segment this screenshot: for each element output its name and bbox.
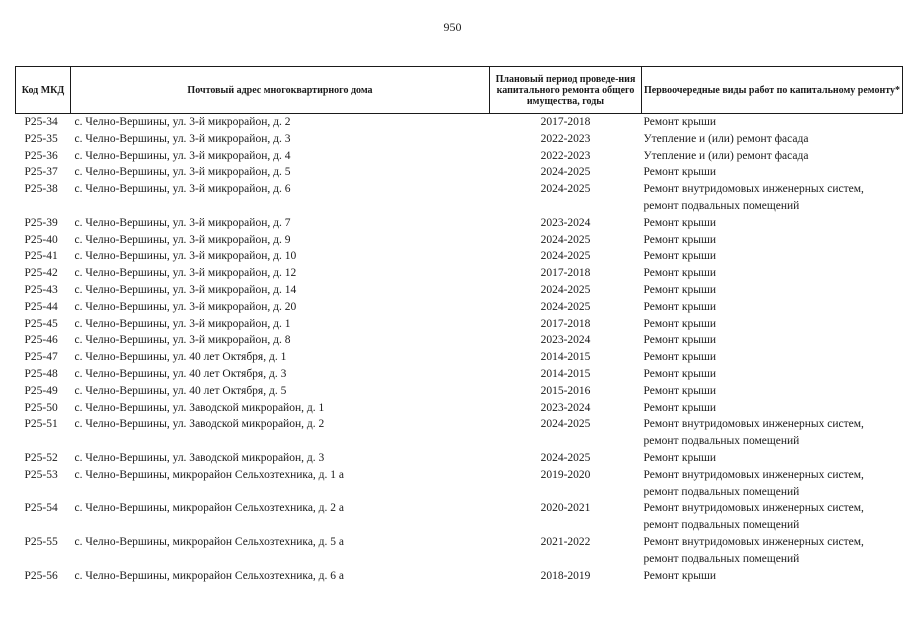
row-works: [642, 500, 903, 534]
row-code: Р25-37: [24, 166, 58, 179]
table-row: [16, 400, 903, 417]
work-line: ремонт подвальных помещений: [643, 519, 800, 532]
row-code: Р25-41: [24, 250, 58, 263]
row-code: Р25-42: [24, 267, 58, 280]
work-line: Ремонт внутридомовых инженерных систем,: [643, 502, 864, 515]
row-code: Р25-54: [24, 502, 58, 515]
work-line: Ремонт крыши: [643, 569, 717, 582]
table-row: [16, 282, 903, 299]
row-period: 2014-2015: [540, 367, 591, 380]
row-address: с. Челно-Вершины, микрорайон Сельхозтехника, д. 6 а: [74, 569, 345, 582]
row-period: 2024-2025: [540, 418, 591, 431]
row-code: Р25-56: [24, 569, 58, 582]
work-line: Ремонт крыши: [643, 451, 717, 464]
row-code: Р25-43: [24, 283, 58, 296]
row-period: 2015-2016: [540, 384, 591, 397]
row-period: 2022-2023: [540, 132, 591, 145]
row-code: Р25-50: [24, 401, 58, 414]
table-row: [16, 416, 903, 450]
row-period: 2024-2025: [540, 233, 591, 246]
work-line: Ремонт крыши: [643, 384, 717, 397]
capital-repair-table: [15, 66, 903, 584]
row-works: [642, 215, 903, 232]
row-address: с. Челно-Вершины, ул. 3-й микрорайон, д. 14: [74, 283, 297, 296]
row-address: с. Челно-Вершины, ул. 3-й микрорайон, д. 3: [74, 132, 291, 145]
row-address: с. Челно-Вершины, ул. 3-й микрорайон, д. 2: [74, 116, 291, 128]
row-address: с. Челно-Вершины, ул. 3-й микрорайон, д. 10: [74, 250, 297, 263]
table-row: [16, 500, 903, 534]
work-line: Ремонт крыши: [643, 233, 717, 246]
row-works: [642, 248, 903, 265]
work-line: Ремонт внутридомовых инженерных систем,: [643, 183, 864, 196]
row-code: Р25-55: [24, 535, 58, 548]
row-period: 2018-2019: [540, 569, 591, 582]
work-line: ремонт подвальных помещений: [643, 485, 800, 498]
row-code: Р25-48: [24, 367, 58, 380]
row-works: [642, 299, 903, 316]
table-row: [16, 148, 903, 165]
row-address: с. Челно-Вершины, ул. 3-й микрорайон, д. 9: [74, 233, 291, 246]
table-row: [16, 383, 903, 400]
row-works: [642, 416, 903, 450]
row-works: [642, 316, 903, 333]
row-works: [642, 332, 903, 349]
row-period: 2024-2025: [540, 250, 591, 263]
work-line: Ремонт внутридомовых инженерных систем,: [643, 535, 864, 548]
row-code: Р25-35: [24, 132, 58, 145]
table-row: [16, 450, 903, 467]
table-row: [16, 114, 903, 131]
work-line: Ремонт крыши: [643, 317, 717, 330]
row-address: с. Челно-Вершины, ул. 3-й микрорайон, д. 5: [74, 166, 291, 179]
row-works: [642, 467, 903, 501]
row-period: 2017-2018: [540, 317, 591, 330]
row-works: [642, 181, 903, 215]
table-row: [16, 467, 903, 501]
table-row: [16, 299, 903, 316]
row-period: 2024-2025: [540, 283, 591, 296]
row-works: [642, 534, 903, 568]
row-period: 2020-2021: [540, 502, 591, 515]
table-row: [16, 534, 903, 568]
row-works: [642, 568, 903, 585]
table-header: [16, 67, 903, 114]
table-row: [16, 349, 903, 366]
row-period: 2023-2024: [540, 401, 591, 414]
row-works: [642, 383, 903, 400]
row-code: Р25-44: [24, 300, 58, 313]
row-works: [642, 366, 903, 383]
work-line: Ремонт крыши: [643, 267, 717, 280]
table-row: [16, 232, 903, 249]
row-address: с. Челно-Вершины, ул. 3-й микрорайон, д. 4: [74, 149, 291, 162]
row-code: Р25-34: [24, 116, 58, 128]
header-row: [16, 67, 903, 114]
row-address: с. Челно-Вершины, микрорайон Сельхозтехника, д. 5 а: [74, 535, 345, 548]
table-row: [16, 181, 903, 215]
work-line: ремонт подвальных помещений: [643, 199, 800, 212]
table-row: [16, 332, 903, 349]
work-line: Ремонт крыши: [643, 166, 717, 179]
work-line: ремонт подвальных помещений: [643, 552, 800, 565]
row-address: с. Челно-Вершины, ул. Заводской микрорайон, д. 1: [74, 401, 325, 414]
row-period: 2024-2025: [540, 166, 591, 179]
row-address: с. Челно-Вершины, ул. 3-й микрорайон, д. 6: [74, 183, 291, 196]
row-address: с. Челно-Вершины, ул. 3-й микрорайон, д. 8: [74, 334, 291, 347]
row-period: 2019-2020: [540, 468, 591, 481]
work-line: Ремонт крыши: [643, 334, 717, 347]
header-address: Почтовый адрес многоквартирного дома: [71, 67, 490, 114]
work-line: Ремонт крыши: [643, 401, 717, 414]
row-address: с. Челно-Вершины, ул. 40 лет Октября, д. 3: [74, 367, 287, 380]
row-address: с. Челно-Вершины, ул. Заводской микрорайон, д. 3: [74, 451, 325, 464]
table-body: [16, 114, 903, 585]
row-period: 2024-2025: [540, 451, 591, 464]
row-period: 2022-2023: [540, 149, 591, 162]
row-period: 2024-2025: [540, 183, 591, 196]
row-period: 2023-2024: [540, 334, 591, 347]
row-period: 2024-2025: [540, 300, 591, 313]
header-works: Первоочередные виды работ по капитальному ремонту*: [642, 67, 903, 114]
row-code: Р25-45: [24, 317, 58, 330]
row-address: с. Челно-Вершины, ул. 40 лет Октября, д. 1: [74, 351, 287, 364]
work-line: ремонт подвальных помещений: [643, 435, 800, 448]
work-line: Ремонт крыши: [643, 250, 717, 263]
table-row: [16, 131, 903, 148]
row-address: с. Челно-Вершины, ул. 3-й микрорайон, д. 20: [74, 300, 297, 313]
row-works: [642, 265, 903, 282]
table-row: [16, 366, 903, 383]
row-address: с. Челно-Вершины, микрорайон Сельхозтехника, д. 1 а: [74, 468, 345, 481]
row-works: [642, 232, 903, 249]
row-code: Р25-47: [24, 351, 58, 364]
row-works: [642, 148, 903, 165]
work-line: Ремонт крыши: [643, 300, 717, 313]
table-row: [16, 265, 903, 282]
row-works: [642, 282, 903, 299]
work-line: Ремонт крыши: [643, 367, 717, 380]
row-code: Р25-53: [24, 468, 58, 481]
row-works: [642, 164, 903, 181]
row-address: с. Челно-Вершины, микрорайон Сельхозтехника, д. 2 а: [74, 502, 345, 515]
table-row: [16, 215, 903, 232]
row-works: [642, 400, 903, 417]
work-line: Ремонт внутридомовых инженерных систем,: [643, 418, 864, 431]
work-line: Ремонт крыши: [643, 216, 717, 229]
row-address: с. Челно-Вершины, ул. Заводской микрорайон, д. 2: [74, 418, 325, 431]
row-code: Р25-36: [24, 149, 58, 162]
table-row: [16, 316, 903, 333]
row-period: 2017-2018: [540, 267, 591, 280]
row-code: Р25-52: [24, 451, 58, 464]
row-address: с. Челно-Вершины, ул. 3-й микрорайон, д. 1: [74, 317, 291, 330]
row-works: [642, 114, 903, 131]
work-line: Ремонт крыши: [643, 283, 717, 296]
header-code: Код МКД: [16, 67, 71, 114]
row-code: Р25-49: [24, 384, 58, 397]
row-works: [642, 349, 903, 366]
row-code: Р25-39: [24, 216, 58, 229]
row-works: [642, 450, 903, 467]
row-address: с. Челно-Вершины, ул. 40 лет Октября, д. 5: [74, 384, 287, 397]
row-code: Р25-40: [24, 233, 58, 246]
work-line: Утепление и (или) ремонт фасада: [643, 132, 809, 145]
row-period: 2023-2024: [540, 216, 591, 229]
table-row: [16, 248, 903, 265]
row-address: с. Челно-Вершины, ул. 3-й микрорайон, д. 12: [74, 267, 297, 280]
table-row: [16, 568, 903, 585]
row-code: Р25-46: [24, 334, 58, 347]
page-number: 950: [443, 20, 462, 34]
work-line: Ремонт внутридомовых инженерных систем,: [643, 468, 864, 481]
row-period: 2021-2022: [540, 535, 591, 548]
header-period: Плановый период проведе-ния капитального ремонта общего имущества, годы: [490, 67, 642, 114]
row-code: Р25-38: [24, 183, 58, 196]
work-line: Ремонт крыши: [643, 351, 717, 364]
row-period: 2017-2018: [540, 116, 591, 128]
work-line: Утепление и (или) ремонт фасада: [643, 149, 809, 162]
work-line: Ремонт крыши: [643, 116, 717, 128]
row-address: с. Челно-Вершины, ул. 3-й микрорайон, д. 7: [74, 216, 291, 229]
row-code: Р25-51: [24, 418, 58, 431]
table-row: [16, 164, 903, 181]
row-period: 2014-2015: [540, 351, 591, 364]
row-works: [642, 131, 903, 148]
